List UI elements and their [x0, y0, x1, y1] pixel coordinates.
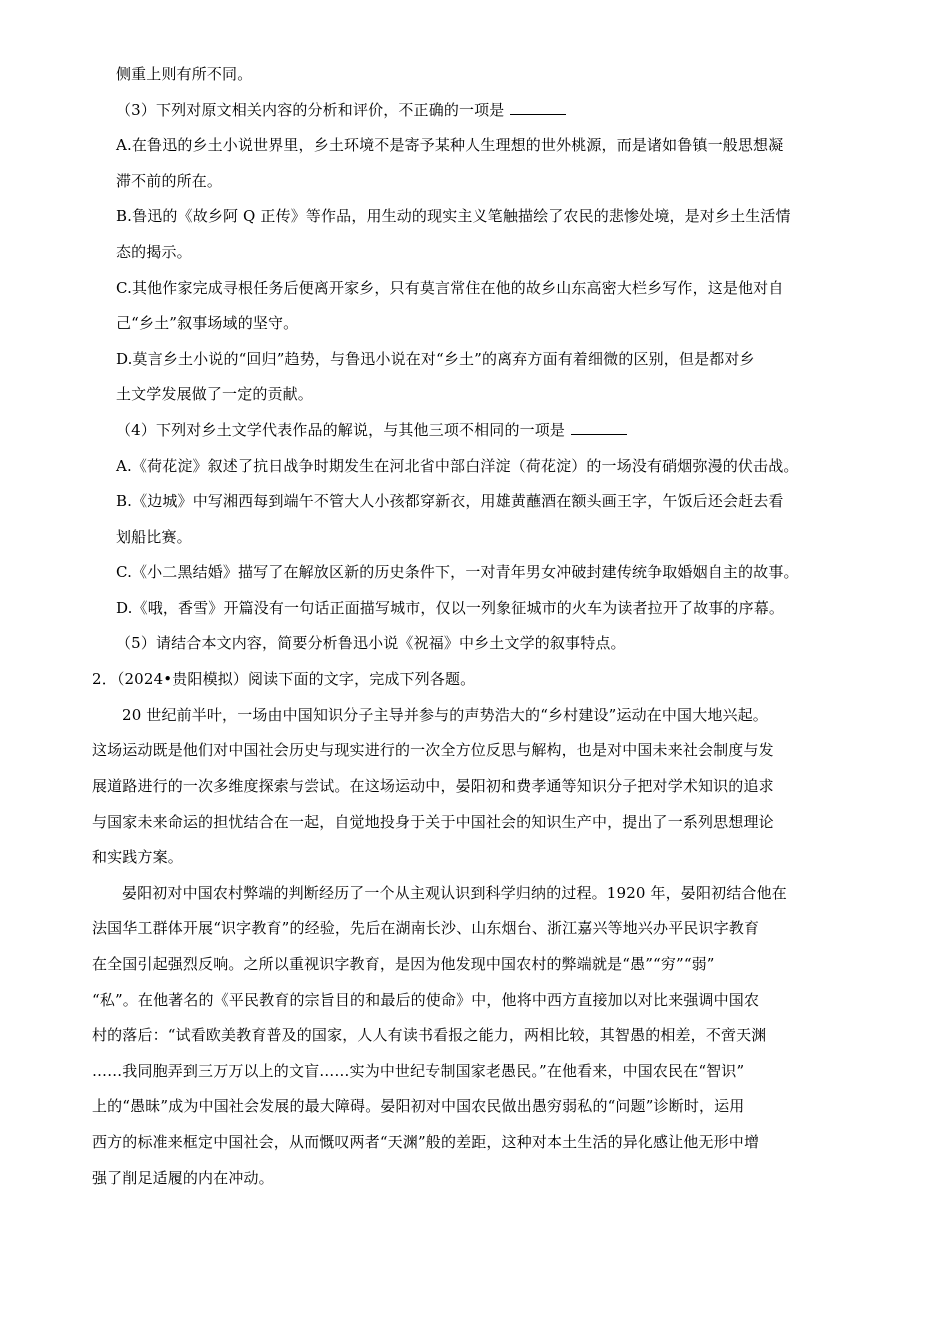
paragraph-line: 村的落后：“试看欧美教育普及的国家，人人有读书看报之能力，两相比较，其智愚的相差，不啻天渊 — [92, 1026, 767, 1044]
paragraph-line: 这场运动既是他们对中国社会历史与现实进行的一次全方位反思与解构，也是对中国未来社会制度与发 — [92, 741, 774, 759]
paragraph-line: 和实践方案。 — [92, 848, 183, 866]
option-c-line: 己“乡土”叙事场域的坚守。 — [116, 314, 299, 332]
option-a-line: A.《荷花淀》叙述了抗日战争时期发生在河北省中部白洋淀（荷花淀）的一场没有硝烟弥漫的伏击战。 — [116, 457, 799, 475]
question-3-text: （3）下列对原文相关内容的分析和评价，不正确的一项是 — [116, 101, 505, 119]
question-2-heading: 2．（2024•贵阳模拟）阅读下面的文字，完成下列各题。 — [92, 670, 476, 688]
option-a-line: 滞不前的所在。 — [116, 172, 223, 190]
option-b-line: 划船比赛。 — [116, 528, 192, 546]
answer-blank[interactable] — [510, 100, 566, 115]
option-b-line: B.《边城》中写湘西每到端午不管大人小孩都穿新衣，用雄黄蘸酒在额头画王字，午饭后还会赶去看 — [116, 492, 784, 510]
option-c-line: C.其他作家完成寻根任务后便离开家乡，只有莫言常住在他的故乡山东高密大栏乡写作，这是他对自 — [116, 279, 784, 297]
option-b-line: B.鲁迅的《故乡阿 Q 正传》等作品，用生动的现实主义笔触描绘了农民的悲惨处境，是对乡土生活情 — [116, 207, 791, 225]
option-c-line: C.《小二黑结婚》描写了在解放区新的历史条件下，一对青年男女冲破封建传统争取婚姻自主的故事。 — [116, 563, 799, 581]
option-a-line: A.在鲁迅的乡土小说世界里，乡土环境不是寄予某种人生理想的世外桃源，而是诸如鲁镇一般思想凝 — [116, 136, 784, 154]
option-b-line: 态的揭示。 — [116, 243, 192, 261]
paragraph-line: “私”。在他著名的《平民教育的宗旨目的和最后的使命》中，他将中西方直接加以对比来强调中国农 — [92, 991, 760, 1009]
paragraph-line: 晏阳初对中国农村弊端的判断经历了一个从主观认识到科学归纳的过程。1920 年，晏阳初结合他在 — [122, 884, 787, 902]
option-d-line: D.莫言乡土小说的“回归”趋势，与鲁迅小说在对“乡土”的离弃方面有着细微的区别，但是都对乡 — [116, 350, 755, 368]
paragraph-line: 西方的标准来框定中国社会，从而慨叹两者“天渊”般的差距，这种对本土生活的异化感让他无形中增 — [92, 1133, 760, 1151]
question-5: （5）请结合本文内容，简要分析鲁迅小说《祝福》中乡土文学的叙事特点。 — [116, 634, 626, 652]
paragraph-line: 强了削足适履的内在冲动。 — [92, 1169, 274, 1187]
paragraph-line: 上的“愚昧”成为中国社会发展的最大障碍。晏阳初对中国农民做出愚穷弱私的“问题”诊断时，运用 — [92, 1097, 745, 1115]
option-d-line: 土文学发展做了一定的贡献。 — [116, 385, 313, 403]
text-line: 侧重上则有所不同。 — [116, 65, 253, 83]
question-3 — [116, 100, 566, 120]
question-4-text: （4）下列对乡土文学代表作品的解说，与其他三项不相同的一项是 — [116, 421, 566, 439]
option-d-line: D.《哦，香雪》开篇没有一句话正面描写城市，仅以一列象征城市的火车为读者拉开了故事的序幕。 — [116, 599, 785, 617]
paragraph-line: 与国家未来命运的担忧结合在一起，自觉地投身于关于中国社会的知识生产中，提出了一系列思想理论 — [92, 813, 774, 831]
answer-blank[interactable] — [571, 420, 627, 435]
paragraph-line: 法国华工群体开展“识字教育”的经验，先后在湖南长沙、山东烟台、浙江嘉兴等地兴办平民识字教育 — [92, 919, 760, 937]
paragraph-line: 20 世纪前半叶，一场由中国知识分子主导并参与的声势浩大的“乡村建设”运动在中国大地兴起。 — [122, 706, 768, 724]
paragraph-line: 在全国引起强烈反响。之所以重视识字教育，是因为他发现中国农村的弊端就是“愚”“穷”“弱” — [92, 955, 715, 973]
paragraph-line: ……我同胞弄到三万万以上的文盲……实为中世纪专制国家老愚民。”在他看来，中国农民在“智识” — [92, 1062, 745, 1080]
question-4 — [116, 420, 627, 440]
paragraph-line: 展道路进行的一次多维度探索与尝试。在这场运动中，晏阳初和费孝通等知识分子把对学术知识的追求 — [92, 777, 774, 795]
